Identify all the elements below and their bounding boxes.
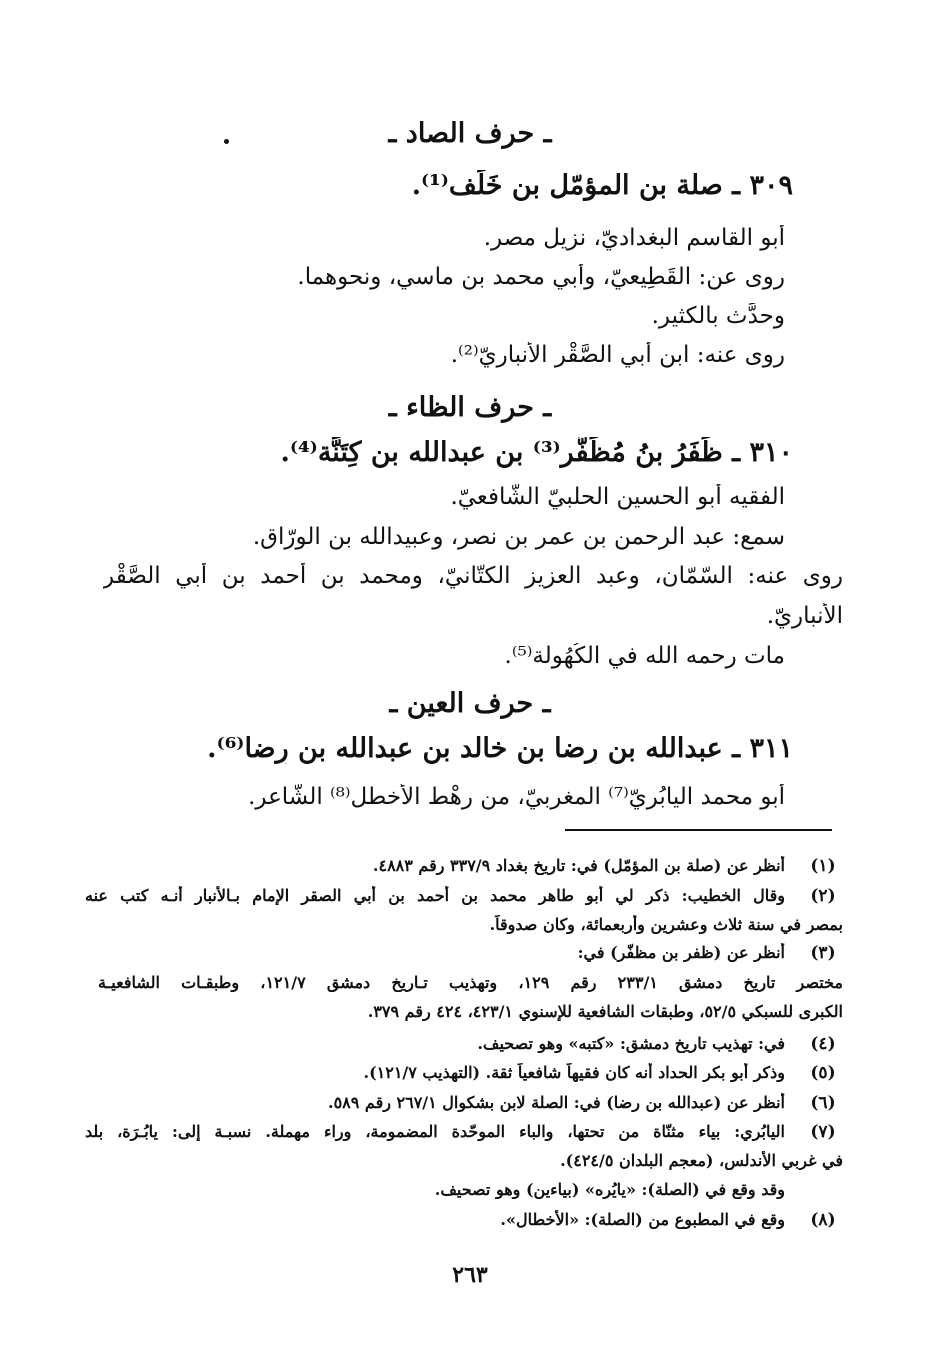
footnote-8-line-1: وقع في المطبوع من (الصلة): «الأخطال». bbox=[500, 1210, 785, 1229]
footnote-number-1: (١) bbox=[810, 856, 836, 876]
entry-309-title: ٣٠٩ ـ صلة بن المؤمّل بن خَلَف⁽¹⁾. bbox=[411, 170, 793, 201]
footnote-7-line-1: اليابُري: بياء مثنّاة من تحتها، والباء الموحّدة المضمومة، وراء مهملة. نسبـة إلى: يابُـرَة، بلد bbox=[85, 1122, 785, 1141]
footnote-3-line-1: أنظر عن (ظفر بن مظفّر) في: bbox=[577, 943, 785, 962]
footnote-separator bbox=[565, 829, 832, 831]
footnote-5-line-1: وذكر أبو بكر الحداد أنه كان فقيهاً شافعياً ثقة. (التهذيب ١٢١/٧). bbox=[363, 1063, 785, 1082]
entry-310-line-4: الأنباريّ. bbox=[766, 603, 843, 629]
footnote-1-line-1: أنظر عن (صلة بن المؤمّل) في: تاريخ بغداد ٣٣٧/٩ رقم ٤٨٨٣. bbox=[372, 856, 785, 875]
footnote-7-line-3: وقد وقع في (الصلة): «يايُره» (بياءين) وهو تصحيف. bbox=[434, 1180, 785, 1199]
entry-310-line-2: سمع: عبد الرحمن بن عمر بن نصر، وعبيدالله بن الورّاق. bbox=[252, 524, 785, 550]
footnote-number-6: (٦) bbox=[810, 1093, 836, 1113]
footnote-number-7: (٧) bbox=[810, 1122, 836, 1142]
section-heading-sad: ـ حرف الصاد ـ bbox=[388, 118, 552, 149]
footnote-3-line-2: مختصر تاريخ دمشق ٢٣٣/١ رقم ١٢٩، وتهذيب تـاريخ دمشق ١٢١/٧، وطبقـات الشافعيـة bbox=[98, 973, 843, 992]
entry-310-line-1: الفقيه أبو الحسين الحلبيّ الشّافعيّ. bbox=[450, 484, 785, 510]
entry-309-line-4: روى عنه: ابن أبي الصَّقْر الأنباريّ⁽²⁾. bbox=[450, 342, 785, 368]
footnote-number-8: (٨) bbox=[810, 1210, 836, 1230]
entry-309-line-2: روى عن: القَطِيعيّ، وأبي محمد بن ماسي، ونحوهما. bbox=[297, 264, 785, 290]
footnote-7-line-2: في غربي الأندلس، (معجم البلدان ٤٢٤/٥). bbox=[560, 1151, 843, 1170]
footnote-2-line-1: وقال الخطيب: ذكر لي أبو طاهر محمد بن أحمد بن أبي الصقر الإمام بـالأنبار أنـه كتب عنه bbox=[85, 886, 785, 905]
ink-dot bbox=[224, 139, 229, 144]
footnote-number-2: (٢) bbox=[810, 886, 836, 906]
entry-310-title: ٣١٠ ـ ظَفَرُ بنُ مُظَفَّر⁽³⁾ بن عبدالله بن كِتَنَّة⁽⁴⁾. bbox=[280, 437, 793, 468]
entry-310-line-3: روى عنه: السّمّان، وعبد العزيز الكتّانيّ، ومحمد بن أحمد بن أبي الصَّقْر bbox=[103, 563, 843, 589]
entry-309-line-1: أبو القاسم البغداديّ، نزيل مصر. bbox=[483, 225, 785, 251]
entry-310-line-5: مات رحمه الله في الكُهُولة⁽⁵⁾. bbox=[504, 643, 785, 669]
entry-309-line-3: وحدَّث بالكثير. bbox=[651, 303, 785, 329]
entry-311-title: ٣١١ ـ عبدالله بن رِضا بن خالد بن عبدالله بن رِضا⁽⁶⁾. bbox=[207, 733, 793, 764]
page-number: ٢٦٣ bbox=[452, 1262, 488, 1288]
footnote-number-5: (٥) bbox=[810, 1063, 836, 1083]
footnote-2-line-2: بمصر في سنة ثلاث وعشرين وأربعمائة، وكان صدوقاً. bbox=[489, 915, 843, 934]
section-heading-ayn: ـ حرف العين ـ bbox=[389, 688, 551, 719]
footnote-3-line-3: الكبرى للسبكي ٥٢/٥، وطبقات الشافعية للإسنوي ٤٢٣/١، ٤٢٤ رقم ٣٧٩. bbox=[367, 1002, 843, 1021]
footnote-6-line-1: أنظر عن (عبدالله بن رضا) في: الصلة لابن بشكوال ٢٦٧/١ رقم ٥٨٩. bbox=[327, 1093, 785, 1112]
section-heading-zaa: ـ حرف الظاء ـ bbox=[388, 392, 552, 423]
footnote-number-3: (٣) bbox=[810, 943, 836, 963]
entry-311-line-1: أبو محمد اليابُرِيّ⁽⁷⁾ المغربيّ، من رهْط الأخطل⁽⁸⁾ الشّاعر. bbox=[248, 784, 785, 810]
footnote-4-line-1: في: تهذيب تاريخ دمشق: «كتبه» وهو تصحيف. bbox=[477, 1034, 785, 1053]
footnote-number-4: (٤) bbox=[810, 1034, 836, 1054]
